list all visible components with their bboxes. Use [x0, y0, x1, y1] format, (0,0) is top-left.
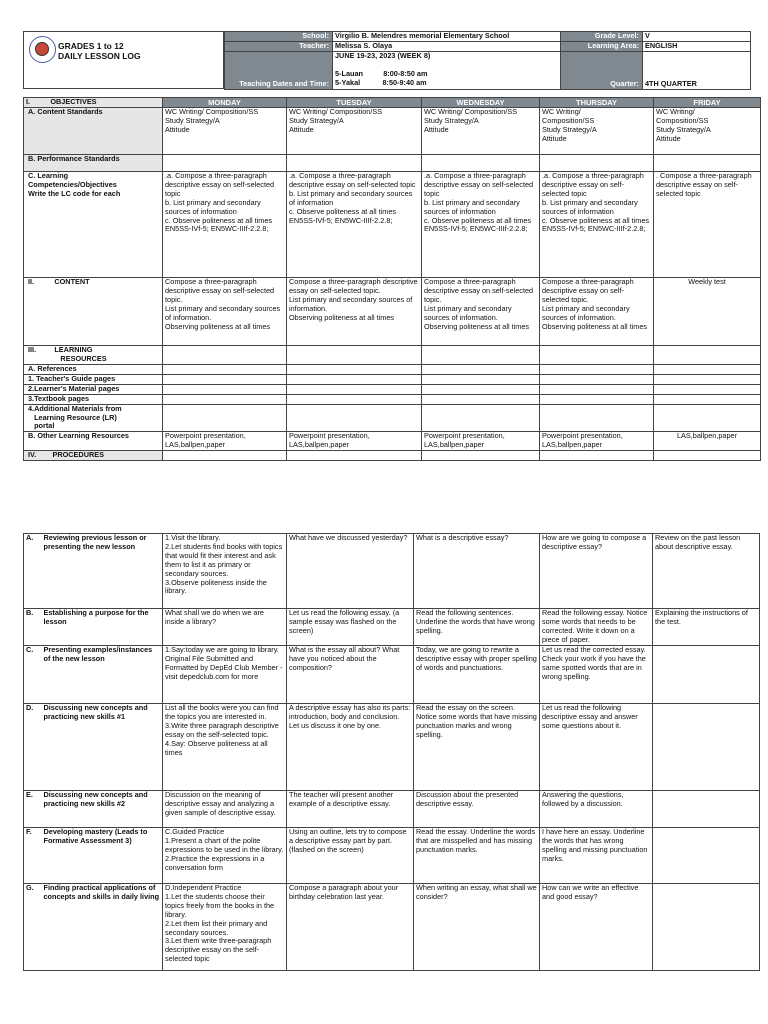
row-references — [24, 365, 761, 375]
cell-monday — [163, 451, 287, 461]
cell-thursday — [540, 451, 654, 461]
cell-friday: Review on the past lesson about descriptive essay. — [653, 534, 760, 609]
cell-tuesday — [287, 155, 422, 172]
cell-tuesday: The teacher will present another example of a descriptive essay. — [287, 791, 414, 828]
area-label: Learning Area: — [561, 42, 643, 52]
row-label: Reviewing previous lesson or presenting the new lesson — [42, 534, 163, 609]
cell-friday — [654, 374, 761, 384]
cell-tuesday: Compose a three-paragraph descriptive essay on self-selected topic. List primary and secondary sources of information. Observing politeness at all times — [287, 278, 422, 346]
dates-label: Teaching Dates and Time: — [225, 52, 333, 90]
cell-tuesday — [287, 451, 422, 461]
cell-thursday: I have here an essay. Underline the words that has wrong spelling and missing punctuation marks. — [540, 828, 653, 884]
cell-thursday — [540, 365, 654, 375]
cell-wednesday — [422, 365, 540, 375]
row-label: B. Performance Standards — [24, 155, 163, 172]
row-label: III. LEARNING RESOURCES — [24, 346, 163, 365]
row-letter: D. — [24, 704, 42, 791]
cell-tuesday: Compose a paragraph about your birthday celebration last year. — [287, 884, 414, 971]
cell-monday: Powerpoint presentation, LAS,ballpen,paper — [163, 432, 287, 451]
cell-monday — [163, 365, 287, 375]
cell-friday — [654, 451, 761, 461]
teacher-value: Melissa S. Olaya — [333, 42, 561, 52]
page-title — [58, 41, 141, 61]
cell-monday — [163, 394, 287, 404]
cell-tuesday: Let us read the following essay. (a sample essay was flashed on the screen) — [287, 609, 414, 646]
row-letter: C. — [24, 646, 42, 704]
cell-friday — [653, 884, 760, 971]
cell-friday — [654, 394, 761, 404]
cell-tuesday: A descriptive essay has also its parts: introduction, body and conclusion. Let us discuss it one by one. — [287, 704, 414, 791]
school-value: Virgilio B. Melendres memorial Elementary School — [333, 32, 561, 42]
cell-thursday: Answering the questions, followed by a discussion. — [540, 791, 653, 828]
cell-friday — [654, 384, 761, 394]
cell-thursday: Let us read the corrected essay. Check your work if you have the same spotted words that are in wrong spelling. — [540, 646, 653, 704]
cell-monday: 1.Say:today we are going to library. Original File Submitted and Formatted by DepEd Club Member - visit depedclub.com for more — [163, 646, 287, 704]
row-label: Establishing a purpose for the lesson — [42, 609, 163, 646]
cell-wednesday — [422, 346, 540, 365]
header-info-table — [224, 31, 751, 90]
cell-monday — [163, 404, 287, 432]
cell-friday — [654, 155, 761, 172]
cell-tuesday — [287, 404, 422, 432]
row-label: 4.Additional Materials from Learning Resource (LR) portal — [24, 404, 163, 432]
cell-thursday — [540, 394, 654, 404]
row-letter: F. — [24, 828, 42, 884]
cell-thursday — [540, 374, 654, 384]
day-friday: FRIDAY — [654, 98, 761, 108]
cell-friday — [653, 704, 760, 791]
cell-monday — [163, 155, 287, 172]
cell-tuesday — [287, 365, 422, 375]
cell-thursday: How can we write an effective and good essay? — [540, 884, 653, 971]
row-label: Finding practical applications of concepts and skills in daily living — [42, 884, 163, 971]
cell-friday — [653, 791, 760, 828]
cell-wednesday: Compose a three-paragraph descriptive essay on self-selected topic. List primary and secondary sources of information. Observing politeness at all times — [422, 278, 540, 346]
cell-tuesday — [287, 384, 422, 394]
row-content-standards — [24, 108, 761, 155]
row-label: 2.Learner's Material pages — [24, 384, 163, 394]
cell-monday: Compose a three-paragraph descriptive essay on self-selected topic. List primary and secondary sources of information. Observing politeness at all times — [163, 278, 287, 346]
row-performance-standards — [24, 155, 761, 172]
cell-friday: Weekly test — [654, 278, 761, 346]
cell-friday — [654, 404, 761, 432]
row-label: Presenting examples/instances of the new lesson — [42, 646, 163, 704]
title-line-1: GRADES 1 to 12 — [58, 41, 124, 51]
cell-thursday — [540, 155, 654, 172]
cell-friday — [654, 365, 761, 375]
quarter-value: 4TH QUARTER — [643, 52, 751, 90]
row-teachers-guide — [24, 374, 761, 384]
cell-thursday: Powerpoint presentation, LAS,ballpen,paper — [540, 432, 654, 451]
cell-monday: C.Guided Practice 1.Present a chart of the polite expressions to be used in the library. 2.Practice the expressions in a conversation form — [163, 828, 287, 884]
row-learning-competencies — [24, 172, 761, 278]
day-tuesday: TUESDAY — [287, 98, 422, 108]
grade-value: V — [643, 32, 751, 42]
day-thursday: THURSDAY — [540, 98, 654, 108]
row-practical-applications — [24, 884, 760, 971]
row-discussing-concepts-1 — [24, 704, 760, 791]
cell-wednesday — [422, 374, 540, 384]
cell-monday: 1.Visit the library. 2.Let students find books with topics that would fit their interest and ask them to list it as primary or secondary sources. 3.Observe politeness inside the library. — [163, 534, 287, 609]
row-letter: A. — [24, 534, 42, 609]
row-label: Developing mastery (Leads to Formative Assessment 3) — [42, 828, 163, 884]
row-letter: G. — [24, 884, 42, 971]
lesson-plan-table-part2 — [23, 533, 760, 971]
cell-wednesday: When writing an essay, what shall we consider? — [414, 884, 540, 971]
cell-monday: .a. Compose a three-paragraph descriptive essay on self-selected topic b. List primary and secondary sources of information c. Observe politeness at all times EN5SS-IVf-5; EN5WC-IIIf-2.2.8; — [163, 172, 287, 278]
header-title-block — [23, 31, 224, 89]
row-label: Discussing new concepts and practicing new skills #2 — [42, 791, 163, 828]
cell-wednesday: Powerpoint presentation, LAS,ballpen,paper — [422, 432, 540, 451]
cell-thursday — [540, 404, 654, 432]
row-discussing-concepts-2 — [24, 791, 760, 828]
cell-monday: Discussion on the meaning of descriptive essay and analyzing a given sample of descriptive essay. — [163, 791, 287, 828]
row-developing-mastery — [24, 828, 760, 884]
row-label: B. Other Learning Resources — [24, 432, 163, 451]
cell-tuesday: Using an outline, lets try to compose a descriptive essay part by part. (flashed on the screen) — [287, 828, 414, 884]
day-monday: MONDAY — [163, 98, 287, 108]
cell-monday: What shall we do when we are inside a library? — [163, 609, 287, 646]
lesson-plan-table-part1 — [23, 97, 761, 461]
row-additional-materials — [24, 404, 761, 432]
time-line-1: 5-Lauan 8:00-8:50 am — [335, 68, 428, 78]
cell-wednesday: Read the following sentences. Underline the words that have wrong spelling. — [414, 609, 540, 646]
row-label: IV. PROCEDURES — [24, 451, 163, 461]
objectives-heading: I. OBJECTIVES — [24, 98, 163, 108]
row-letter: B. — [24, 609, 42, 646]
row-content — [24, 278, 761, 346]
row-label: II. CONTENT — [24, 278, 163, 346]
grade-label: Grade Level: — [561, 32, 643, 42]
cell-wednesday: .a. Compose a three-paragraph descriptive essay on self-selected topic b. List primary and secondary sources of information c. Observe politeness at all times EN5SS-IVf-5; EN5WC-IIIf-2.2.8; — [422, 172, 540, 278]
cell-wednesday — [422, 451, 540, 461]
cell-tuesday: What is the essay all about? What have you noticed about the composition? — [287, 646, 414, 704]
cell-wednesday: Discussion about the presented descriptive essay. — [414, 791, 540, 828]
cell-monday: List all the books were you can find the topics you are interested in. 3.Write three paragraph descriptive essay on the self-selected topic. 4.Say: Observe politeness at all times — [163, 704, 287, 791]
area-value: ENGLISH — [643, 42, 751, 52]
cell-friday: LAS,ballpen,paper — [654, 432, 761, 451]
row-presenting-examples — [24, 646, 760, 704]
cell-thursday — [540, 384, 654, 394]
cell-wednesday — [422, 394, 540, 404]
time-line-2: 5-Yakal 8:50-9:40 am — [335, 77, 427, 87]
title-line-2: DAILY LESSON LOG — [58, 51, 141, 61]
row-other-resources — [24, 432, 761, 451]
cell-thursday: .a. Compose a three-paragraph descriptive essay on self-selected topic b. List primary and secondary sources of information c. Observe politeness at all times EN5SS-IVf-5; EN5WC-IIIf-2.2.8; — [540, 172, 654, 278]
cell-tuesday: .a. Compose a three-paragraph descriptive essay on self-selected topic b. List primary and secondary sources of information c. Observe politeness at all times EN5SS-IVf-5; EN5WC-IIIf-2.2.8; — [287, 172, 422, 278]
cell-wednesday: Read the essay. Underline the words that are misspelled and has missing punctuation marks. — [414, 828, 540, 884]
cell-monday — [163, 374, 287, 384]
row-textbook-pages — [24, 394, 761, 404]
row-establishing-purpose — [24, 609, 760, 646]
teacher-label: Teacher: — [225, 42, 333, 52]
cell-wednesday — [422, 384, 540, 394]
cell-thursday: How are we going to compose a descriptive essay? — [540, 534, 653, 609]
cell-tuesday — [287, 394, 422, 404]
dates-text: JUNE 19-23, 2023 (WEEK 8) — [335, 51, 431, 60]
cell-wednesday: Read the essay on the screen. Notice some words that have missing punctuation marks and wrong spelling. — [414, 704, 540, 791]
row-reviewing-lesson — [24, 534, 760, 609]
cell-thursday: Let us read the following descriptive essay and answer some questions about it. — [540, 704, 653, 791]
cell-wednesday: WC Writing/ Composition/SS Study Strategy/A Attitude — [422, 108, 540, 155]
cell-wednesday: What is a descriptive essay? — [414, 534, 540, 609]
cell-wednesday — [422, 155, 540, 172]
row-label: Discussing new concepts and practicing new skills #1 — [42, 704, 163, 791]
cell-friday: WC Writing/ Composition/SS Study Strategy/A Attitude — [654, 108, 761, 155]
row-label: 1. Teacher's Guide pages — [24, 374, 163, 384]
row-learners-material — [24, 384, 761, 394]
row-label: 3.Textbook pages — [24, 394, 163, 404]
cell-wednesday — [422, 404, 540, 432]
row-label: A. References — [24, 365, 163, 375]
cell-monday — [163, 384, 287, 394]
row-procedures — [24, 451, 761, 461]
cell-thursday: WC Writing/ Composition/SS Study Strategy/A Attitude — [540, 108, 654, 155]
row-label: C. Learning Competencies/Objectives Write the LC code for each — [24, 172, 163, 278]
cell-tuesday — [287, 374, 422, 384]
day-wednesday: WEDNESDAY — [422, 98, 540, 108]
cell-thursday: Compose a three-paragraph descriptive essay on self-selected topic. List primary and secondary sources of information. Observing politeness at all times — [540, 278, 654, 346]
school-label: School: — [225, 32, 333, 42]
cell-monday: WC Writing/ Composition/SS Study Strategy/A Attitude — [163, 108, 287, 155]
row-label: A. Content Standards — [24, 108, 163, 155]
row-learning-resources — [24, 346, 761, 365]
dates-value — [333, 52, 561, 90]
cell-monday: D.Independent Practice 1.Let the students choose their topics freely from the books in the library. 2.Let them list their primary and secondary sources. 3.Let them write three-paragraph descriptive essay on the self-selected topic — [163, 884, 287, 971]
cell-friday: . Compose a three-paragraph descriptive essay on self-selected topic — [654, 172, 761, 278]
cell-tuesday: Powerpoint presentation, LAS,ballpen,paper — [287, 432, 422, 451]
cell-thursday — [540, 346, 654, 365]
cell-tuesday: What have we discussed yesterday? — [287, 534, 414, 609]
cell-tuesday — [287, 346, 422, 365]
cell-wednesday: Today, we are going to rewrite a descriptive essay with proper spelling of words and punctuations. — [414, 646, 540, 704]
cell-friday — [653, 828, 760, 884]
cell-thursday: Read the following essay. Notice some words that needs to be corrected. Write it down on a piece of paper. — [540, 609, 653, 646]
cell-friday — [654, 346, 761, 365]
cell-friday — [653, 646, 760, 704]
cell-tuesday: WC Writing/ Composition/SS Study Strategy/A Attitude — [287, 108, 422, 155]
quarter-label: Quarter: — [561, 52, 643, 90]
deped-seal-icon — [29, 36, 56, 63]
cell-monday — [163, 346, 287, 365]
cell-friday: Explaining the instructions of the test. — [653, 609, 760, 646]
row-letter: E. — [24, 791, 42, 828]
